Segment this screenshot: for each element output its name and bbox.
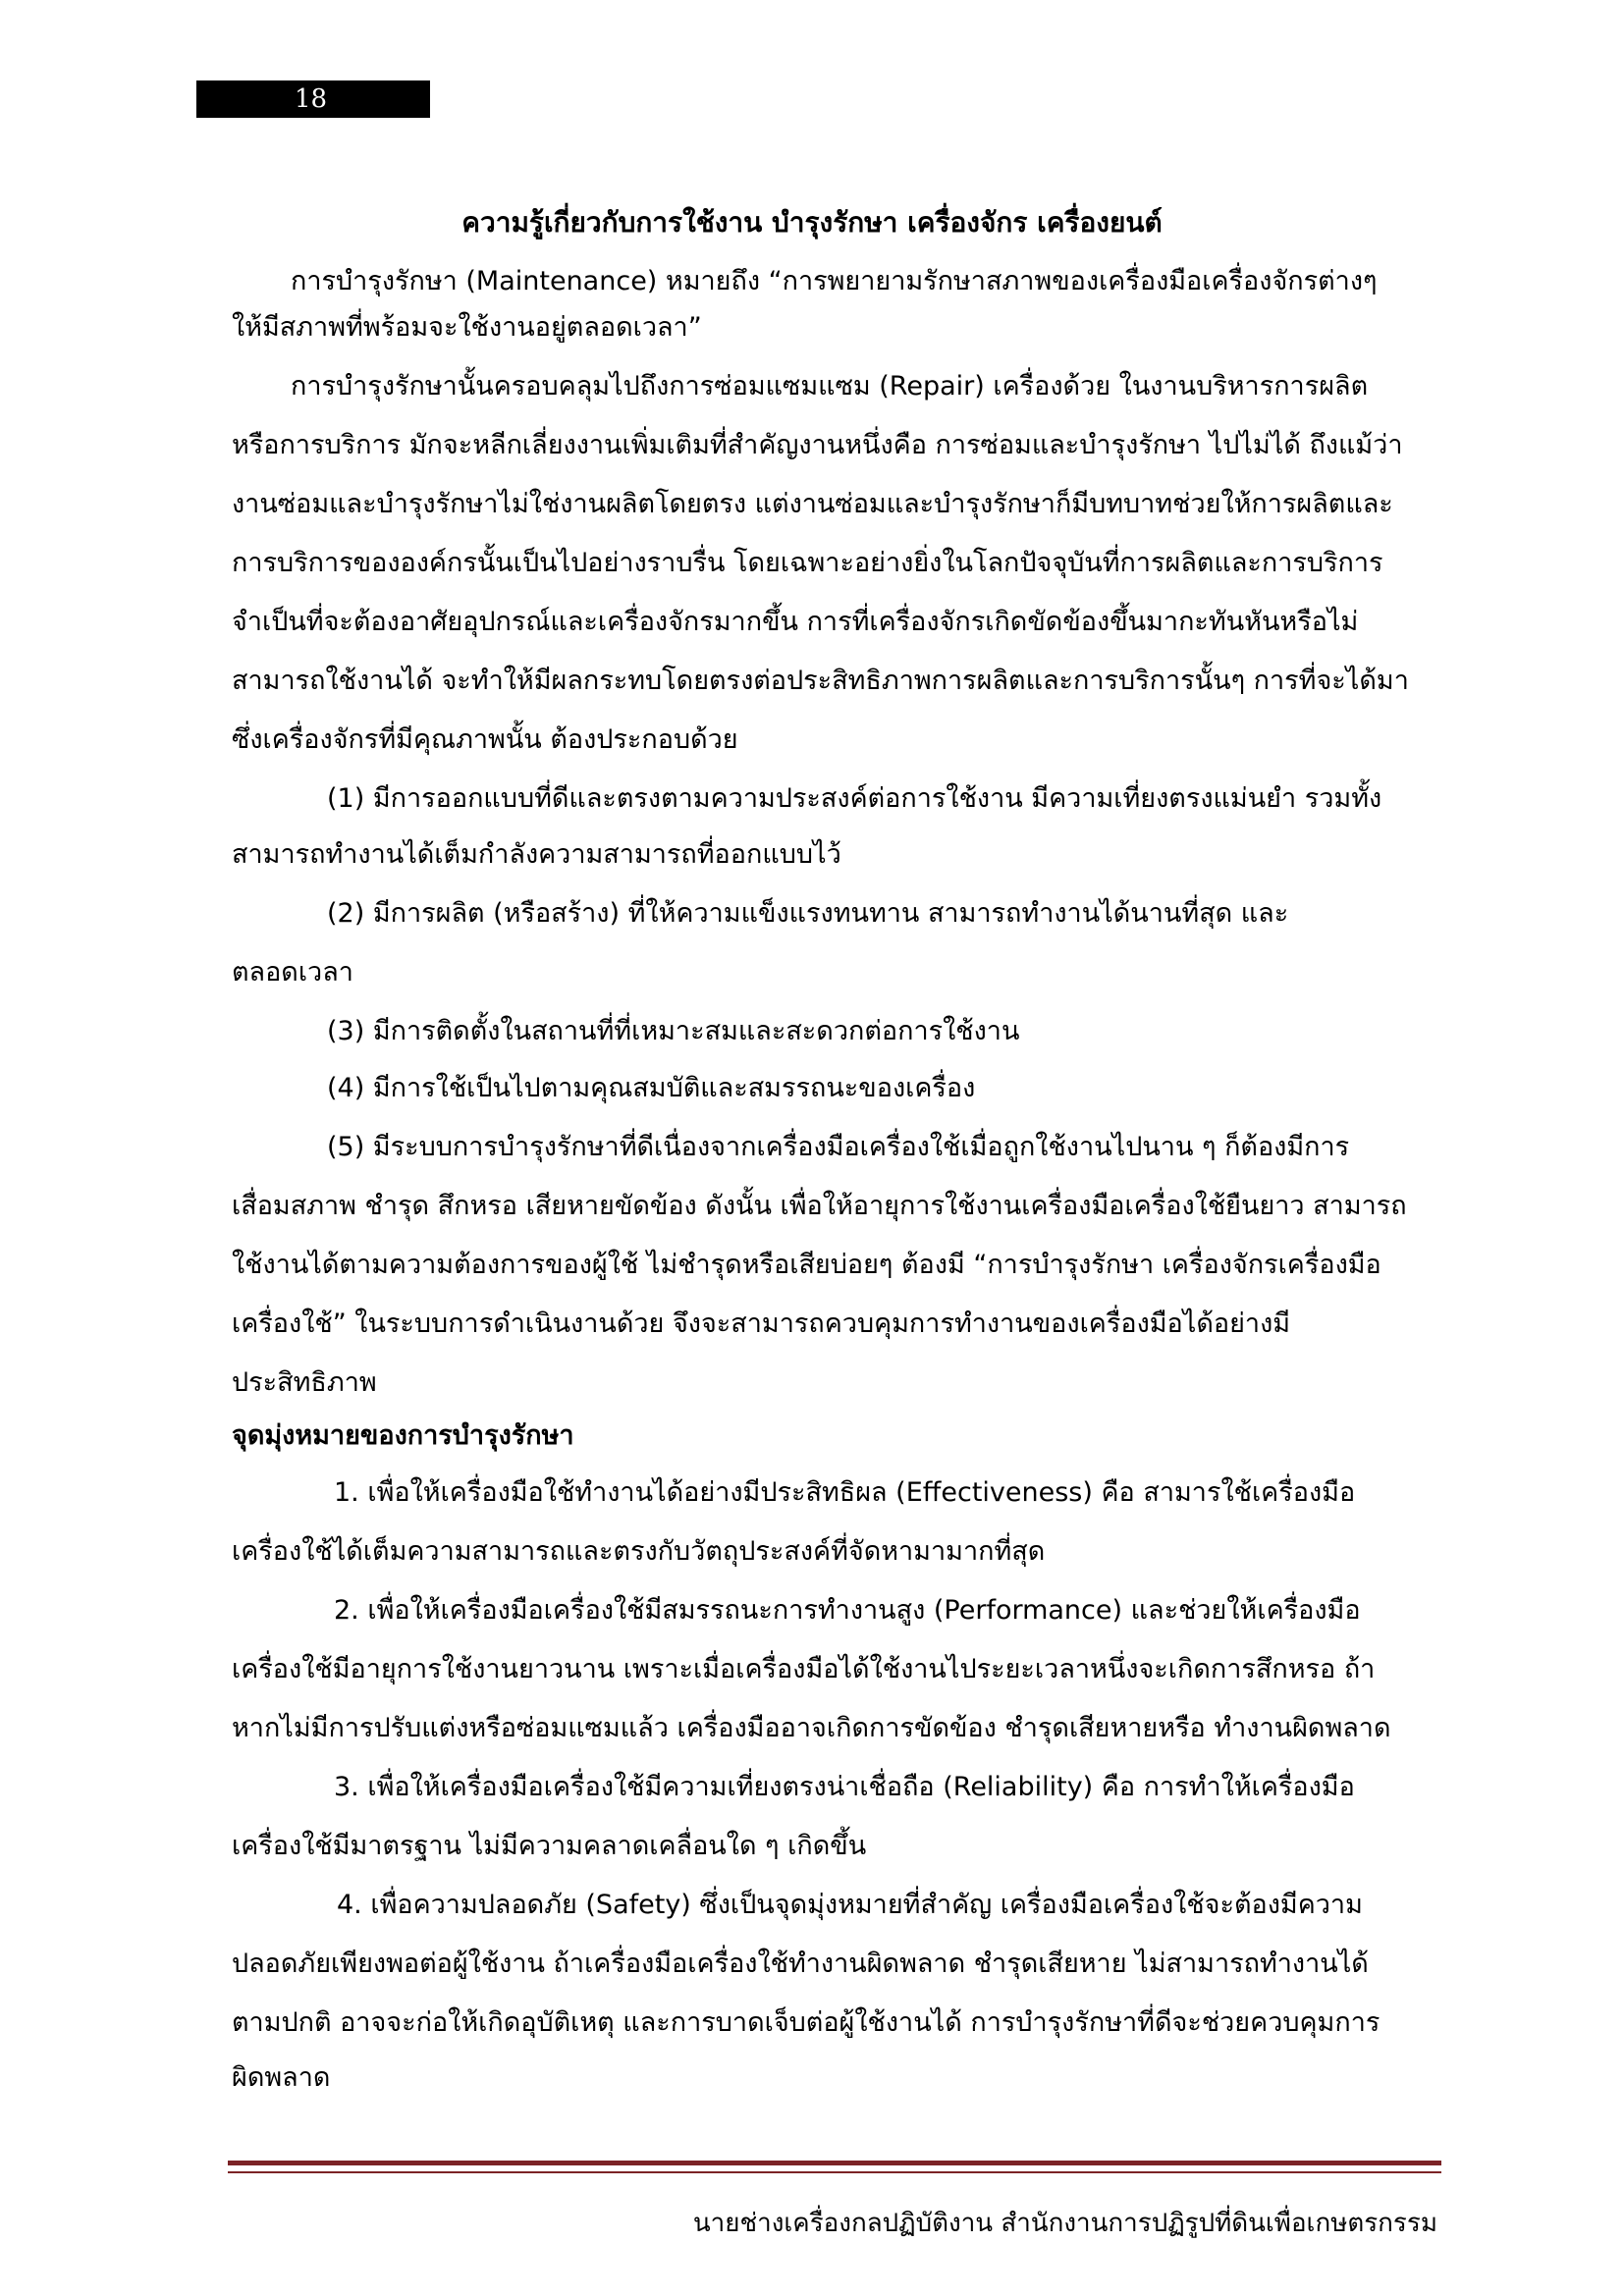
list-item: (2) มีการผลิต (หรือสร้าง) ที่ให้ความแข็งแรงทนทาน สามารถทำงานได้นานที่สุด และ [327,898,1289,929]
page-title: ความรู้เกี่ยวกับการใช้งาน บำรุงรักษา เครื่องจักร เครื่องยนต์ [461,206,1163,239]
list-item: 3. เพื่อให้เครื่องมือเครื่องใช้มีความเที่ยงตรงน่าเชื่อถือ (Reliability) คือ การทำให้เครื่องมือ [334,1772,1355,1802]
footer-divider-thick [228,2161,1441,2165]
list-item: 1. เพื่อให้เครื่องมือใช้ทำงานได้อย่างมีประสิทธิผล (Effectiveness) คือ สามารใช้เครื่องมือ [334,1477,1356,1508]
text-line: การบำรุงรักษานั้นครอบคลุมไปถึงการซ่อมแซมแซม (Repair) เครื่องด้วย ในงานบริหารการผลิต [291,371,1369,401]
text-line: ซึ่งเครื่องจักรที่มีคุณภาพนั้น ต้องประกอบด้วย [232,724,738,755]
list-item: (5) มีระบบการบำรุงรักษาที่ดีเนื่องจากเครื่องมือเครื่องใช้เมื่อถูกใช้งานไปนาน ๆ ก็ต้องมีการ [327,1132,1350,1162]
list-item: 2. เพื่อให้เครื่องมือเครื่องใช้มีสมรรถนะการทำงานสูง (Performance) และช่วยให้เครื่องมือ [334,1595,1361,1626]
list-item: (1) มีการออกแบบที่ดีและตรงตามความประสงค์ต่อการใช้งาน มีความเที่ยงตรงแม่นยำ รวมทั้ง [327,783,1382,814]
page-number: 18 [295,84,328,114]
text-line: เครื่องใช้” ในระบบการดำเนินงานด้วย จึงจะสามารถควบคุมการทำงานของเครื่องมือได้อย่างมี [232,1308,1291,1339]
text-line: การบำรุงรักษา (Maintenance) หมายถึง “การพยายามรักษาสภาพของเครื่องมือเครื่องจักรต่างๆ [291,266,1378,296]
text-line: ประสิทธิภาพ [232,1367,377,1398]
text-line: ตลอดเวลา [232,957,353,988]
text-line: เครื่องใช้ได้เต็มความสามารถและตรงกับวัตถุประสงค์ที่จัดหามามากที่สุด [232,1536,1046,1567]
text-line: เสื่อมสภาพ ชำรุด สึกหรอ เสียหายขัดข้อง ดังนั้น เพื่อให้อายุการใช้งานเครื่องมือเครื่องใช้ยืนยาว สามารถ [232,1191,1407,1221]
footer-divider-thin [228,2171,1441,2173]
footer-text: นายช่างเครื่องกลปฏิบัติงาน สำนักงานการปฏิรูปที่ดินเพื่อเกษตรกรรม [692,2209,1437,2238]
text-line: สามารถใช้งานได้ จะทำให้มีผลกระทบโดยตรงต่อประสิทธิภาพการผลิตและการบริการนั้นๆ การที่จะได้มา [232,666,1409,696]
text-line: งานซ่อมและบำรุงรักษาไม่ใช่งานผลิตโดยตรง แต่งานซ่อมและบำรุงรักษาก็มีบทบาทช่วยให้การผลิตและ [232,489,1393,519]
text-line: เครื่องใช้มีอายุการใช้งานยาวนาน เพราะเมื่อเครื่องมือได้ใช้งานไประยะเวลาหนึ่งจะเกิดการสึกหรอ ถ้า [232,1654,1376,1684]
text-line: ให้มีสภาพที่พร้อมจะใช้งานอยู่ตลอดเวลา” [232,312,702,343]
list-item: 4. เพื่อความปลอดภัย (Safety) ซึ่งเป็นจุดมุ่งหมายที่สำคัญ เครื่องมือเครื่องใช้จะต้องมีความ [337,1890,1363,1920]
text-line: ผิดพลาด [232,2062,331,2093]
text-line: ใช้งานได้ตามความต้องการของผู้ใช้ ไม่ชำรุดหรือเสียบ่อยๆ ต้องมี “การบำรุงรักษา เครื่องจักรเครื่องมือ [232,1250,1381,1280]
text-line: ตามปกติ อาจจะก่อให้เกิดอุบัติเหตุ และการบาดเจ็บต่อผู้ใช้งานได้ การบำรุงรักษาที่ดีจะช่วยควบคุมการ [232,2007,1380,2038]
text-line: จำเป็นที่จะต้องอาศัยอุปกรณ์และเครื่องจักรมากขึ้น การที่เครื่องจักรเกิดขัดข้องขึ้นมากะทันหันหรือไม่ [232,607,1359,637]
text-line: ปลอดภัยเพียงพอต่อผู้ใช้งาน ถ้าเครื่องมือเครื่องใช้ทำงานผิดพลาด ชำรุดเสียหาย ไม่สามารถทำงานได้ [232,1949,1369,1979]
list-item: (4) มีการใช้เป็นไปตามคุณสมบัติและสมรรถนะของเครื่อง [327,1073,976,1103]
text-line: การบริการขององค์กรนั้นเป็นไปอย่างราบรื่น โดยเฉพาะอย่างยิ่งในโลกปัจจุบันที่การผลิตและการบริการ [232,548,1383,578]
text-line: สามารถทำงานได้เต็มกำลังความสามารถที่ออกแบบไว้ [232,839,841,870]
text-line: หรือการบริการ มักจะหลีกเลี่ยงงานเพิ่มเติมที่สำคัญงานหนึ่งคือ การซ่อมและบำรุงรักษา ไปไม่ได้ ถึงแม้ว่า [232,430,1403,460]
text-line: หากไม่มีการปรับแต่งหรือซ่อมแซมแล้ว เครื่องมืออาจเกิดการขัดข้อง ชำรุดเสียหายหรือ ทำงานผิดพลาด [232,1713,1391,1743]
text-line: เครื่องใช้มีมาตรฐาน ไม่มีความคลาดเคลื่อนใด ๆ เกิดขึ้น [232,1831,867,1861]
list-item: (3) มีการติดตั้งในสถานที่ที่เหมาะสมและสะดวกต่อการใช้งาน [327,1016,1020,1046]
section-heading: จุดมุ่งหมายของการบำรุงรักษา [232,1420,574,1451]
